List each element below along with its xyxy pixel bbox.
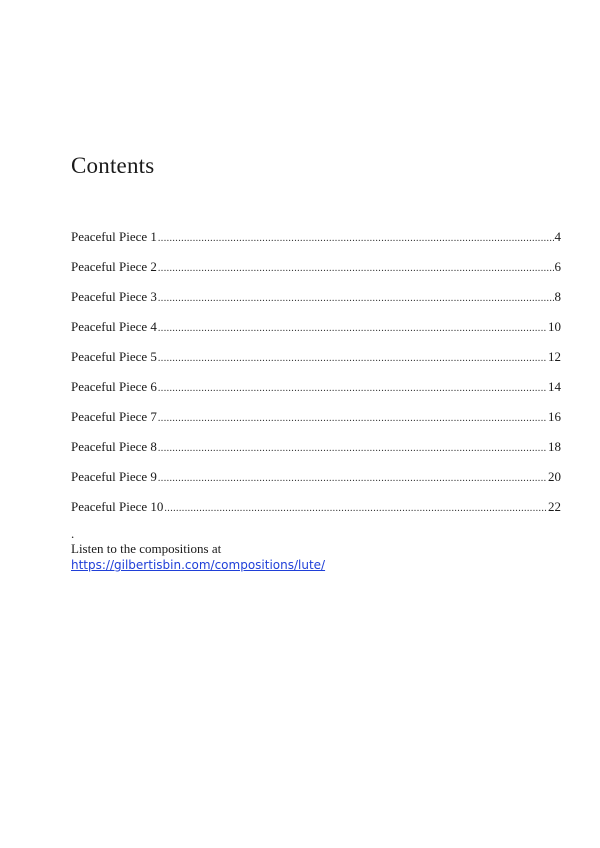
toc-dot-leader	[158, 438, 547, 460]
toc-entry[interactable]	[71, 226, 561, 256]
toc-page-number: 18	[548, 439, 561, 454]
compositions-link[interactable]: https://gilbertisbin.com/compositions/lute/	[71, 558, 326, 572]
toc-dot-leader	[158, 468, 547, 490]
toc-dot-leader	[158, 378, 547, 400]
toc-entry[interactable]	[71, 316, 561, 346]
toc-page-number: 22	[548, 499, 561, 514]
toc-page-number: 16	[548, 409, 561, 424]
toc-page-number: 14	[548, 379, 561, 394]
toc-entry[interactable]	[71, 406, 561, 436]
toc-entry-label: Peaceful Piece 10	[71, 499, 164, 514]
toc-entry-label: Peaceful Piece 6	[71, 379, 157, 394]
toc-page-number: 8	[554, 289, 561, 304]
toc-entry-label: Peaceful Piece 7	[71, 409, 157, 424]
toc-page-number: 20	[548, 469, 561, 484]
toc-entry[interactable]	[71, 496, 561, 526]
toc-entry-label: Peaceful Piece 1	[71, 229, 157, 244]
toc-entry[interactable]	[71, 256, 561, 286]
toc-page-number: 4	[554, 229, 561, 244]
toc-entry-label: Peaceful Piece 2	[71, 259, 157, 274]
toc-dot-leader	[164, 498, 547, 520]
toc-dot-leader	[158, 348, 547, 370]
toc-dot-leader	[158, 318, 547, 340]
toc-dot-leader	[158, 228, 554, 250]
toc-dot-leader	[158, 408, 547, 430]
toc-dot-leader	[158, 288, 554, 310]
toc-entry[interactable]	[71, 346, 561, 376]
toc-entry-label: Peaceful Piece 9	[71, 469, 157, 484]
page-title: Contents	[71, 153, 155, 178]
toc-entry[interactable]	[71, 376, 561, 406]
toc-entry[interactable]	[71, 436, 561, 466]
toc-page-number: 10	[548, 319, 561, 334]
stray-period: .	[71, 526, 75, 541]
toc-entry[interactable]	[71, 286, 561, 316]
toc-entry-label: Peaceful Piece 4	[71, 319, 157, 334]
toc-entry-label: Peaceful Piece 3	[71, 289, 157, 304]
toc-entry-label: Peaceful Piece 5	[71, 349, 157, 364]
toc-dot-leader	[158, 258, 554, 280]
toc-entry-label: Peaceful Piece 8	[71, 439, 157, 454]
toc-page-number: 6	[554, 259, 561, 274]
table-of-contents	[71, 226, 561, 526]
toc-page-number: 12	[548, 349, 561, 364]
toc-entry[interactable]	[71, 466, 561, 496]
listen-caption: Listen to the compositions at	[71, 541, 222, 556]
